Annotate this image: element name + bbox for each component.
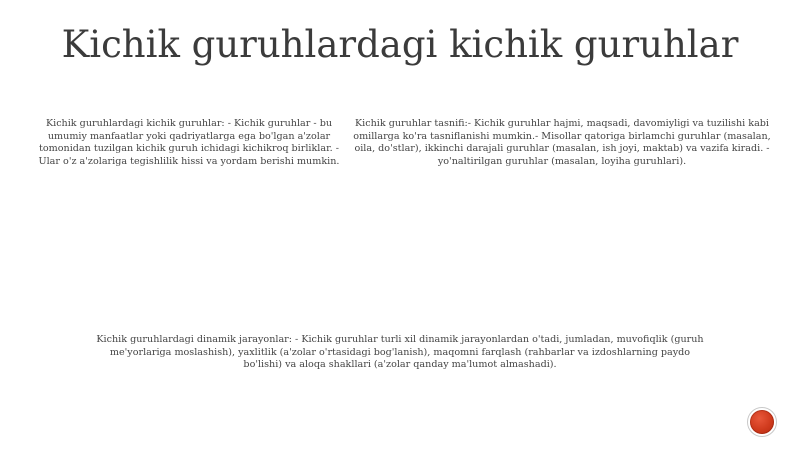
text-block-dynamics: Kichik guruhlardagi dinamik jarayonlar: - Kichik guruhlar turli xil dinamik jarayonlardan o'tadi, jumladan, muvofiqlik (guruh me'yorlariga moslashish), yaxlitlik (a'zolar o'rtasidagi bog'lanish), maqomni farqlash (rahbarlar va izdoshlarning paydo bo'lishi) va aloqa shakllari (a'zolar qanday ma'lumot almashadi). (96, 334, 704, 371)
next-slide-button[interactable] (747, 407, 777, 437)
red-circle-nav-icon (750, 410, 774, 434)
text-block-definition: Kichik guruhlardagi kichik guruhlar: - Kichik guruhlar - bu umumiy manfaatlar yoki qadriyatlarga ega bo'lgan a'zolar tomonidan tuzilgan kichik guruh ichidagi kichikroq birliklar. - Ular o'z a'zolariga tegishlilik hissi va yordam berishi mumkin. (38, 118, 340, 167)
slide-title: Kichik guruhlardagi kichik guruhlar (61, 23, 739, 66)
text-block-classification: Kichik guruhlar tasnifi:- Kichik guruhlar hajmi, maqsadi, davomiyligi va tuzilishi kabi omillarga ko'ra tasniflanishi mumkin.- Misollar qatoriga birlamchi guruhlar (masalan, oila, do'stlar), ikkinchi darajali guruhlar (masalan, ish joyi, maktab) va vazifa kiradi. - yo'naltirilgan guruhlar (masalan, loyiha guruhlari). (353, 118, 771, 167)
